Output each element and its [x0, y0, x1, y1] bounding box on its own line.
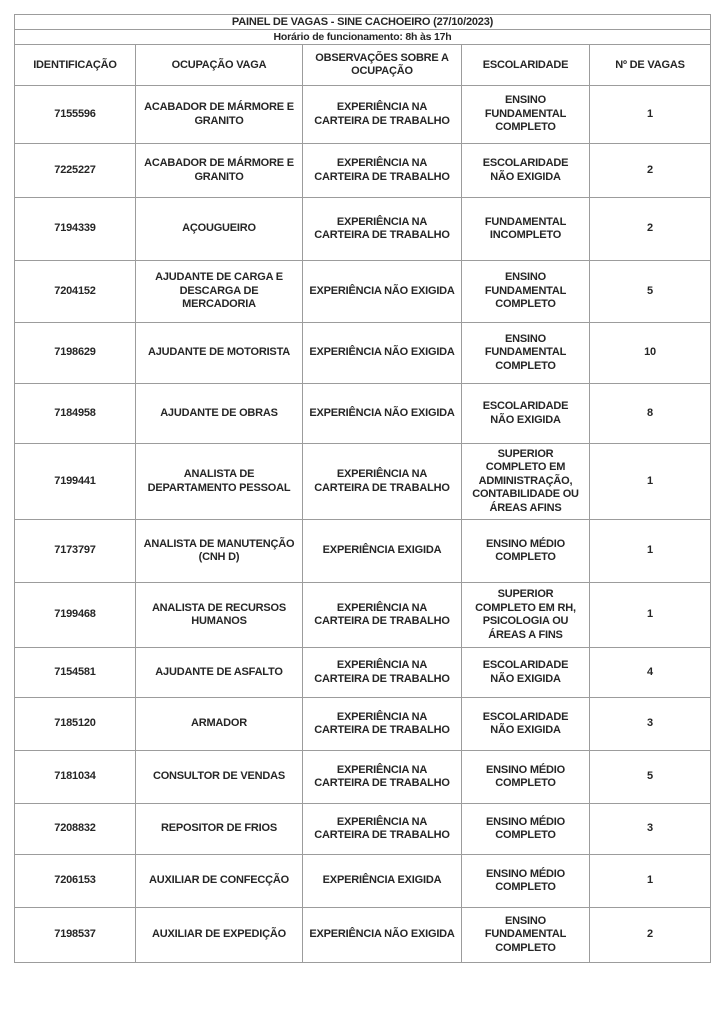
vacancy-row: [15, 751, 711, 804]
cell-observations: EXPERIÊNCIA NÃO EXIGIDA: [303, 261, 462, 323]
column-header-observacoes: OBSERVAÇÕES SOBRE A OCUPAÇÃO: [303, 45, 462, 86]
cell-vacancies: 2: [590, 198, 711, 261]
cell-observations: EXPERIÊNCIA NA CARTEIRA DE TRABALHO: [303, 198, 462, 261]
vacancy-row: [15, 198, 711, 261]
vacancy-row: [15, 323, 711, 384]
vacancy-rows: [15, 86, 711, 963]
cell-observations: EXPERIÊNCIA NA CARTEIRA DE TRABALHO: [303, 583, 462, 648]
column-header-num-vagas: Nº DE VAGAS: [590, 45, 711, 86]
cell-education: ESCOLARIDADE NÃO EXIGIDA: [462, 384, 590, 444]
vacancy-row: [15, 855, 711, 908]
cell-education: SUPERIOR COMPLETO EM RH, PSICOLOGIA OU ÁREAS A FINS: [462, 583, 590, 648]
vacancy-row: [15, 520, 711, 583]
cell-education: ESCOLARIDADE NÃO EXIGIDA: [462, 144, 590, 198]
cell-occupation: ACABADOR DE MÁRMORE E GRANITO: [136, 144, 303, 198]
opening-hours: Horário de funcionamento: 8h às 17h: [15, 30, 711, 45]
cell-observations: EXPERIÊNCIA NÃO EXIGIDA: [303, 323, 462, 384]
vacancy-row: [15, 648, 711, 698]
cell-occupation: ANALISTA DE DEPARTAMENTO PESSOAL: [136, 444, 303, 520]
cell-education: ENSINO MÉDIO COMPLETO: [462, 855, 590, 908]
cell-identification: 7204152: [15, 261, 136, 323]
cell-identification: 7208832: [15, 804, 136, 855]
cell-occupation: CONSULTOR DE VENDAS: [136, 751, 303, 804]
cell-vacancies: 5: [590, 751, 711, 804]
cell-education: ENSINO FUNDAMENTAL COMPLETO: [462, 86, 590, 144]
cell-occupation: AUXILIAR DE CONFECÇÃO: [136, 855, 303, 908]
cell-observations: EXPERIÊNCIA EXIGIDA: [303, 520, 462, 583]
vacancy-row: [15, 908, 711, 963]
cell-observations: EXPERIÊNCIA NA CARTEIRA DE TRABALHO: [303, 144, 462, 198]
cell-observations: EXPERIÊNCIA NA CARTEIRA DE TRABALHO: [303, 648, 462, 698]
cell-identification: 7173797: [15, 520, 136, 583]
column-header-escolaridade: ESCOLARIDADE: [462, 45, 590, 86]
cell-education: ENSINO MÉDIO COMPLETO: [462, 751, 590, 804]
cell-observations: EXPERIÊNCIA NÃO EXIGIDA: [303, 908, 462, 963]
vacancy-row: [15, 698, 711, 751]
vacancy-row: [15, 804, 711, 855]
vacancy-table: [14, 14, 711, 963]
panel-title: PAINEL DE VAGAS - SINE CACHOEIRO (27/10/2023): [15, 15, 711, 30]
cell-vacancies: 10: [590, 323, 711, 384]
cell-observations: EXPERIÊNCIA NA CARTEIRA DE TRABALHO: [303, 444, 462, 520]
cell-vacancies: 1: [590, 444, 711, 520]
cell-vacancies: 2: [590, 144, 711, 198]
cell-identification: 7185120: [15, 698, 136, 751]
cell-identification: 7181034: [15, 751, 136, 804]
vacancy-row: [15, 384, 711, 444]
vacancy-row: [15, 444, 711, 520]
cell-observations: EXPERIÊNCIA NA CARTEIRA DE TRABALHO: [303, 86, 462, 144]
cell-observations: EXPERIÊNCIA NA CARTEIRA DE TRABALHO: [303, 751, 462, 804]
cell-education: SUPERIOR COMPLETO EM ADMINISTRAÇÃO, CONTABILIDADE OU ÁREAS AFINS: [462, 444, 590, 520]
cell-education: ENSINO FUNDAMENTAL COMPLETO: [462, 323, 590, 384]
cell-occupation: ANALISTA DE RECURSOS HUMANOS: [136, 583, 303, 648]
cell-vacancies: 1: [590, 855, 711, 908]
opening-hours-row: [15, 30, 711, 45]
panel-title-row: [15, 15, 711, 30]
cell-education: ENSINO MÉDIO COMPLETO: [462, 804, 590, 855]
vacancy-row: [15, 261, 711, 323]
cell-identification: 7199468: [15, 583, 136, 648]
vacancy-row: [15, 144, 711, 198]
cell-vacancies: 2: [590, 908, 711, 963]
cell-education: ENSINO MÉDIO COMPLETO: [462, 520, 590, 583]
cell-vacancies: 3: [590, 804, 711, 855]
cell-occupation: AJUDANTE DE ASFALTO: [136, 648, 303, 698]
cell-vacancies: 1: [590, 520, 711, 583]
cell-identification: 7154581: [15, 648, 136, 698]
cell-education: ESCOLARIDADE NÃO EXIGIDA: [462, 648, 590, 698]
cell-education: ENSINO FUNDAMENTAL COMPLETO: [462, 908, 590, 963]
cell-identification: 7155596: [15, 86, 136, 144]
cell-identification: 7199441: [15, 444, 136, 520]
cell-identification: 7194339: [15, 198, 136, 261]
column-header-ocupacao-vaga: OCUPAÇÃO VAGA: [136, 45, 303, 86]
column-header-row: [15, 45, 711, 86]
cell-occupation: REPOSITOR DE FRIOS: [136, 804, 303, 855]
cell-vacancies: 1: [590, 86, 711, 144]
cell-observations: EXPERIÊNCIA EXIGIDA: [303, 855, 462, 908]
cell-identification: 7198629: [15, 323, 136, 384]
cell-occupation: AUXILIAR DE EXPEDIÇÃO: [136, 908, 303, 963]
cell-occupation: AJUDANTE DE MOTORISTA: [136, 323, 303, 384]
cell-vacancies: 8: [590, 384, 711, 444]
cell-education: ESCOLARIDADE NÃO EXIGIDA: [462, 698, 590, 751]
column-header-identificacao: IDENTIFICAÇÃO: [15, 45, 136, 86]
vacancy-row: [15, 86, 711, 144]
cell-identification: 7225227: [15, 144, 136, 198]
cell-education: ENSINO FUNDAMENTAL COMPLETO: [462, 261, 590, 323]
cell-vacancies: 1: [590, 583, 711, 648]
cell-occupation: ACABADOR DE MÁRMORE E GRANITO: [136, 86, 303, 144]
cell-occupation: AJUDANTE DE CARGA E DESCARGA DE MERCADORIA: [136, 261, 303, 323]
cell-observations: EXPERIÊNCIA NÃO EXIGIDA: [303, 384, 462, 444]
cell-identification: 7206153: [15, 855, 136, 908]
cell-occupation: ARMADOR: [136, 698, 303, 751]
cell-education: FUNDAMENTAL INCOMPLETO: [462, 198, 590, 261]
vacancy-row: [15, 583, 711, 648]
cell-observations: EXPERIÊNCIA NA CARTEIRA DE TRABALHO: [303, 698, 462, 751]
cell-occupation: ANALISTA DE MANUTENÇÃO (CNH D): [136, 520, 303, 583]
cell-observations: EXPERIÊNCIA NA CARTEIRA DE TRABALHO: [303, 804, 462, 855]
cell-identification: 7198537: [15, 908, 136, 963]
cell-vacancies: 3: [590, 698, 711, 751]
cell-identification: 7184958: [15, 384, 136, 444]
cell-occupation: AJUDANTE DE OBRAS: [136, 384, 303, 444]
cell-occupation: AÇOUGUEIRO: [136, 198, 303, 261]
cell-vacancies: 4: [590, 648, 711, 698]
cell-vacancies: 5: [590, 261, 711, 323]
